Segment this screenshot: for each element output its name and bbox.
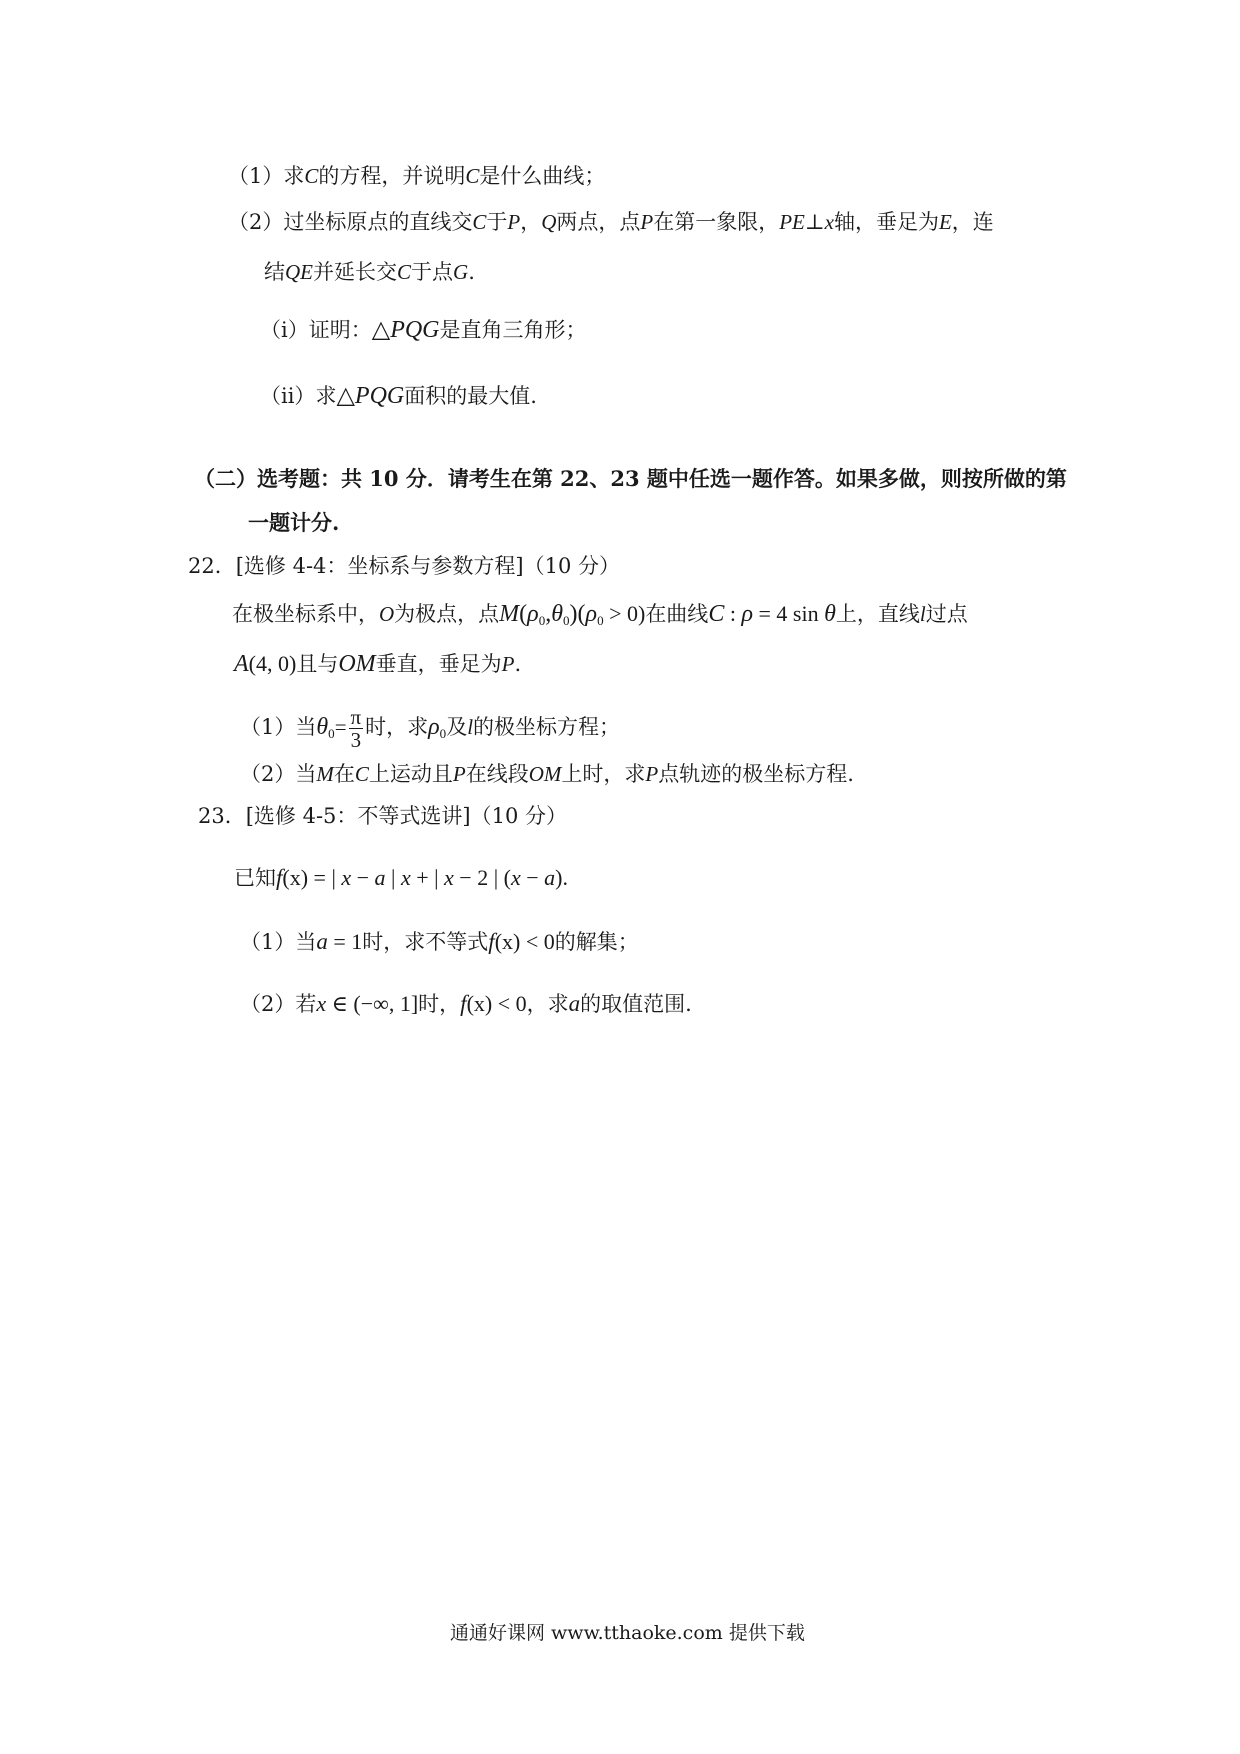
triangle-symbol: △ (371, 317, 391, 343)
q22-stem-line2: A(4, 0)且与OM垂直，垂足为P. (234, 651, 522, 677)
q23-header: 23．[选修 4-5：不等式选讲]（10 分） (198, 804, 567, 828)
q21-sub-ii: （ii）求△PQG面积的最大值. (260, 383, 537, 409)
triangle-symbol: △ (336, 383, 355, 409)
part-label: （ii） (260, 384, 316, 408)
q23-part2: （2）若x ∈ (−∞, 1]时，f(x) < 0，求a的取值范围. (240, 991, 692, 1016)
q21-sub-i: （i）证明：△PQG是直角三角形； (260, 317, 587, 343)
page-footer: 通通好课网 www.tthaoke.com 提供下载 (450, 1622, 805, 1644)
part-label: （2） (240, 762, 296, 786)
part-label: （1） (228, 164, 284, 188)
q22-stem-line1: 在极坐标系中，O为极点，点$M(\rho_0,\theta_0)(\rho_0 > 0)$在曲线C : ρ = 4 sin θ上，直线l过点 (232, 601, 968, 628)
part-label: （1） (240, 715, 296, 740)
section2-heading-line2: 一题计分. (248, 510, 340, 535)
part-label: （2） (240, 992, 296, 1016)
q21-part2-line2: 结QE并延长交C于点G. (264, 260, 475, 284)
q22-part2: （2）当M在C上运动且P在线段OM上时，求P点轨迹的极坐标方程. (240, 762, 854, 786)
part-label: （2） (228, 210, 284, 234)
fraction-pi-over-3: $\frac{\pi}{3}$ (350, 705, 362, 753)
part-label: （i） (260, 318, 309, 342)
q21-part2-line1: （2）过坐标原点的直线交C于P，Q两点，点P在第一象限，PE⊥x轴，垂足为E，连 (228, 210, 994, 234)
section2-heading-line1: （二）选考题：共 10 分．请考生在第 22、23 题中任选一题作答。如果多做，则按所做的第 (194, 466, 1067, 491)
q21-part1: （1）求C的方程，并说明C是什么曲线； (228, 164, 606, 188)
q23-part1: （1）当a = 1时，求不等式f(x) < 0的解集； (240, 929, 639, 954)
q23-stem: 已知f(x) = | x − a | x + | x − 2 | (x − a). (234, 865, 568, 890)
part-label: （1） (240, 930, 296, 954)
q22-part1: （1）当$\theta_0=$ $\frac{\pi}{3}$ 时，求$\rho_0$及l的极坐标方程； (240, 705, 621, 753)
q22-header: 22．[选修 4-4：坐标系与参数方程]（10 分） (188, 554, 620, 578)
